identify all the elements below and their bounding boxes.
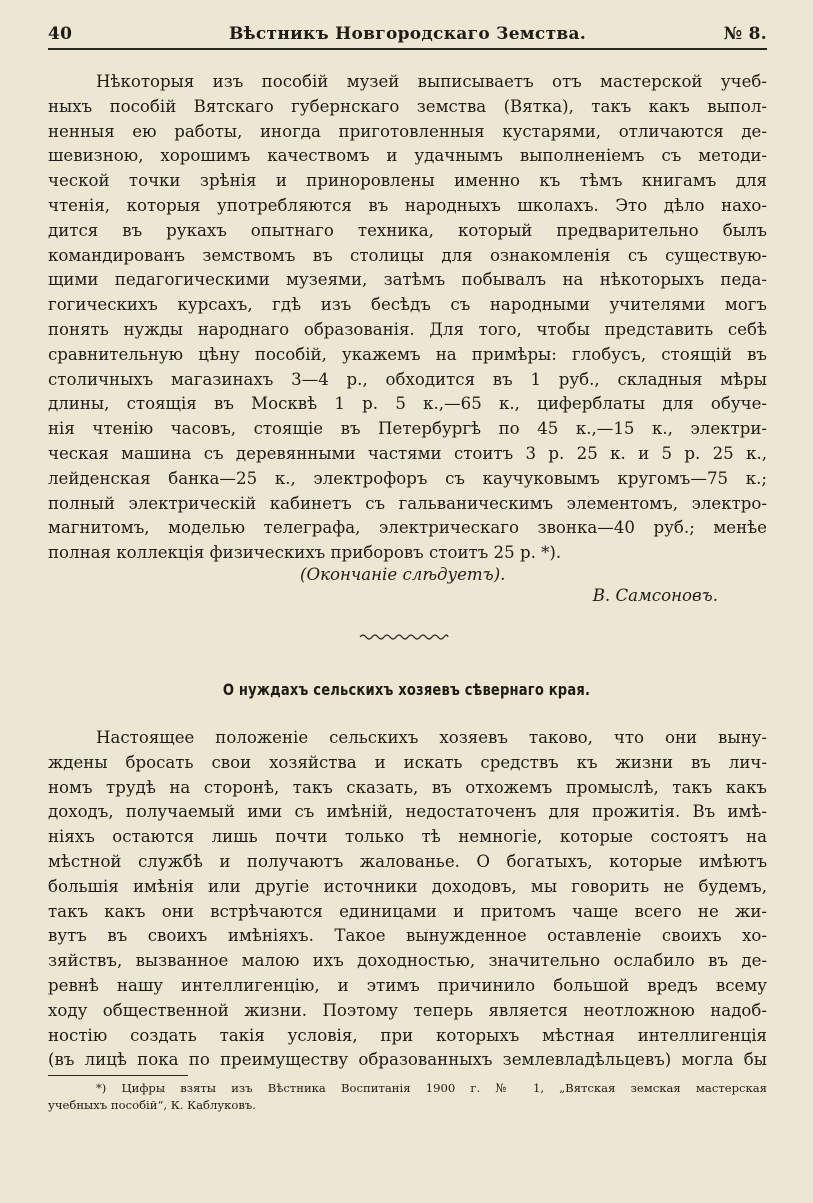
- article2-line: вутъ въ своихъ имѣніяхъ. Такое вынужденное оставленіе своихъ хо-: [48, 926, 767, 946]
- article2-line: ніяхъ остаются лишь почти только тѣ немногіе, которые состоятъ на: [48, 827, 767, 847]
- page-number: 40: [48, 24, 73, 44]
- footnote: [48, 1080, 767, 1114]
- article2-line: зяйствъ, вызванное малою ихъ доходностью, значительно ослабило въ де-: [48, 951, 767, 971]
- article1-line: нія чтенію часовъ, стоящіе въ Петербургѣ по 45 к.,—15 к., электри-: [48, 419, 767, 439]
- article2-title: О нуждахъ сельскихъ хозяевъ сѣвернаго края.: [222, 680, 591, 699]
- article1-line: ныхъ пособій Вятскаго губернскаго земства (Вятка), такъ какъ выпол-: [48, 96, 767, 116]
- article1-line: полная коллекція физическихъ приборовъ стоитъ 25 р. *).: [48, 543, 562, 563]
- article1-line: щими педагогическими музеями, затѣмъ побывалъ на нѣкоторыхъ педа-: [48, 270, 767, 290]
- article1-line: понять нужды народнаго образованія. Для того, чтобы представить себѣ: [48, 319, 767, 339]
- article2-line: номъ трудѣ на сторонѣ, такъ сказать, въ отхожемъ промыслѣ, такъ какъ: [48, 777, 767, 797]
- article2-body: [48, 726, 767, 1073]
- footnote-line: *) Цифры взяты изъ Вѣстника Воспитанія 1900 г. № 1, „Вятская земская мастерская: [96, 1081, 767, 1095]
- article1-line: Нѣкоторыя изъ пособій музей выписываетъ отъ мастерской учеб-: [96, 72, 767, 91]
- article1-line: столичныхъ магазинахъ 3—4 р., обходится въ 1 руб., складныя мѣры: [48, 369, 767, 389]
- article2-line: Настоящее положеніе сельскихъ хозяевъ таково, что они выну-: [96, 728, 767, 747]
- article1-line: ненныя ею работы, иногда приготовленныя кустарями, отличаются де-: [48, 121, 767, 141]
- to-be-continued: (Окончаніе слѣдуетъ).: [300, 565, 506, 584]
- footnote-rule: [48, 1075, 188, 1076]
- article2-line: ревнѣ нашу интеллигенцію, и этимъ причинило большой вредъ всему: [48, 975, 767, 995]
- article2-line: ходу общественной жизни. Поэтому теперь является неотложною надоб-: [48, 1000, 767, 1020]
- article1-line: магнитомъ, моделью телеграфа, электрическаго звонка—40 руб.; менѣе: [48, 518, 767, 538]
- article2-line: ностію создать такія условія, при которыхъ мѣстная интеллигенція: [48, 1025, 767, 1045]
- separator-ornament: [358, 632, 450, 642]
- article1-line: ческой точки зрѣнія и приноровлены именно къ тѣмъ книгамъ для: [48, 171, 767, 191]
- header-rule: [48, 48, 767, 50]
- footnote-line: учебныхъ пособій“, К. Каблуковъ.: [48, 1098, 256, 1112]
- article1-line: ческая машина съ деревянными частями стоитъ 3 р. 25 к. и 5 р. 25 к.,: [48, 443, 767, 463]
- article2-line: доходъ, получаемый ими съ имѣній, недостаточенъ для прожитія. Въ имѣ-: [48, 802, 767, 822]
- article1-line: командированъ земствомъ въ столицы для ознакомленія съ существую-: [48, 245, 767, 265]
- article1-line: лейденская банка—25 к., электрофоръ съ каучуковымъ кругомъ—75 к.;: [48, 468, 767, 488]
- article2-line: такъ какъ они встрѣчаются единицами и притомъ чаще всего не жи-: [48, 901, 767, 921]
- running-header: [48, 20, 767, 48]
- article1-line: длины, стоящія въ Москвѣ 1 р. 5 к.,—65 к., циферблаты для обуче-: [48, 394, 767, 414]
- article2-line: (въ лицѣ пока по преимуществу образованныхъ землевладѣльцевъ) могла бы: [48, 1050, 767, 1070]
- article1-line: шевизною, хорошимъ качествомъ и удачнымъ выполненіемъ съ методи-: [48, 146, 767, 166]
- issue-number: № 8.: [723, 24, 767, 44]
- article1-line: чтенія, которыя употребляются въ народныхъ школахъ. Это дѣло нахо-: [48, 195, 767, 215]
- article1-body: [48, 70, 767, 566]
- journal-title: Вѣстникъ Новгородскаго Земства.: [228, 24, 587, 44]
- article1-line: дится въ рукахъ опытнаго техника, который предварительно былъ: [48, 220, 767, 240]
- article2-line: мѣстной службѣ и получаютъ жалованье. О богатыхъ, которые имѣютъ: [48, 851, 767, 871]
- article2-line: большія имѣнія или другіе источники доходовъ, мы говорить не будемъ,: [48, 876, 767, 896]
- article1-line: сравнительную цѣну пособій, укажемъ на примѣры: глобусъ, стоящій въ: [48, 344, 767, 364]
- article1-line: полный электрическій кабинетъ съ гальваническимъ элементомъ, электро-: [48, 493, 767, 513]
- article2-line: ждены бросать свои хозяйства и искать средствъ къ жизни въ лич-: [48, 752, 767, 772]
- article1-line: гогическихъ курсахъ, гдѣ изъ бесѣдъ съ народными учителями могъ: [48, 295, 767, 315]
- article-author: В. Самсоновъ.: [592, 586, 718, 605]
